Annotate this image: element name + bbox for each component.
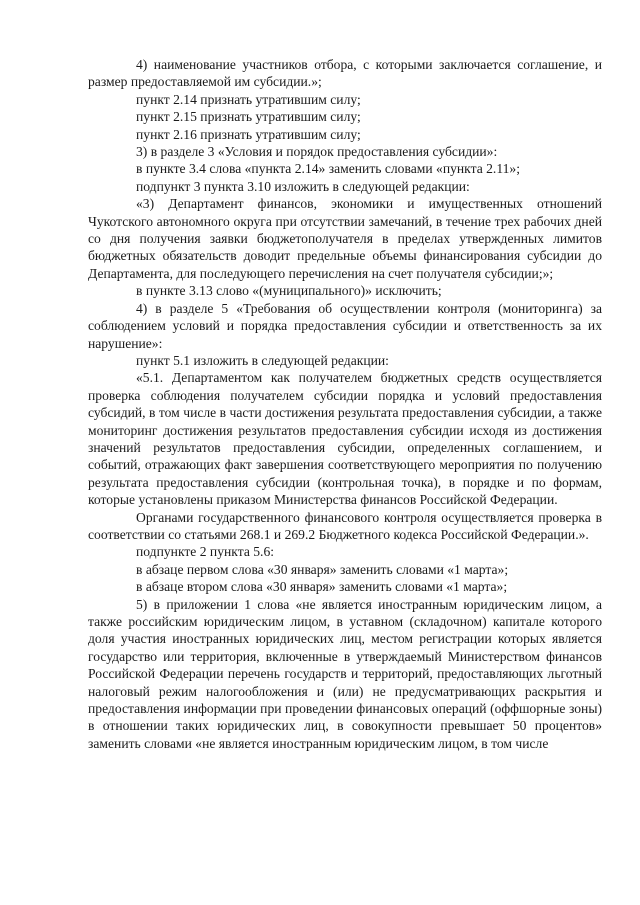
paragraph-state-control: Органами государственного финансового контроля осуществляется проверка в соответствии со статьями 268.1 и 269.2 Бюджетного кодекса Российской Федерации.». xyxy=(88,509,602,542)
document-page xyxy=(88,56,602,752)
paragraph-quote-department: «3) Департамент финансов, экономики и имущественных отношений Чукотского автономного округа при отсутствии замечаний, в течение трех рабочих дней со дня получения заявки бюджетополучателя в пределах утвержденных лимитов бюджетных обязательств доводит предельные объемы финансирования субсидии до Департамента, для последующего перечисления на счет получателя субсидии;»; xyxy=(88,196,602,281)
paragraph-point-5-1: пункт 5.1 изложить в следующей редакции: xyxy=(136,352,389,368)
paragraph-point-2-16: пункт 2.16 признать утратившим силу; xyxy=(136,126,361,142)
paragraph-point-3-4: в пункте 3.4 слова «пункта 2.14» заменить словами «пункта 2.11»; xyxy=(136,161,520,177)
paragraph-point-2-15: пункт 2.15 признать утратившим силу; xyxy=(136,109,361,125)
paragraph-item-4-participants: 4) наименование участников отбора, с которыми заключается соглашение, и размер предоставляемой им субсидии.»; xyxy=(88,57,602,90)
paragraph-appendix-1: 5) в приложении 1 слова «не является иностранным юридическим лицом, а также российским юридическим лицом, в уставном (складочном) капитале которого доля участия иностранных юридических лиц, местом регистрации которых является государство или территория, включенные в утверждаемый Министерством финансов Российской Федерации перечень государств и территорий, предоставляющих льготный налоговый режим налогообложения и (или) не предусматривающих раскрытия и предоставления информации при проведении финансовых операций (оффшорные зоны) в отношении таких юридических лиц, в совокупности превышает 50 процентов» заменить словами «не является иностранным юридическим лицом, в том числе xyxy=(88,596,602,751)
paragraph-subpoint-3-10: подпункт 3 пункта 3.10 изложить в следующей редакции: xyxy=(136,178,470,194)
paragraph-quote-5-1: «5.1. Департаментом как получателем бюджетных средств осуществляется проверка соблюдения получателем субсидии порядка и условий предоставления субсидий, в том числе в части достижения результата предоставления субсидии, а также мониторинг достижения результатов предоставления субсидии исходя из достижения значений результатов предоставления субсидии, определенных соглашением, и событий, отражающих факт завершения соответствующего мероприятия по получению результата предоставления субсидии (контрольная точка), в порядке и по формам, которые установлены приказом Министерства финансов Российской Федерации. xyxy=(88,370,602,508)
paragraph-section-3: 3) в разделе 3 «Условия и порядок предоставления субсидии»: xyxy=(136,144,498,160)
paragraph-point-3-13: в пункте 3.13 слово «(муниципального)» исключить; xyxy=(136,283,442,299)
paragraph-point-2-14: пункт 2.14 признать утратившим силу; xyxy=(136,91,361,107)
paragraph-second-abzac: в абзаце втором слова «30 января» заменить словами «1 марта»; xyxy=(136,579,508,595)
paragraph-first-abzac: в абзаце первом слова «30 января» заменить словами «1 марта»; xyxy=(136,561,509,577)
paragraph-subpoint-5-6: подпункте 2 пункта 5.6: xyxy=(136,544,275,560)
paragraph-section-5: 4) в разделе 5 «Требования об осуществлении контроля (мониторинга) за соблюдением условий и порядка предоставления субсидии и ответственность за их нарушение»: xyxy=(88,300,602,351)
